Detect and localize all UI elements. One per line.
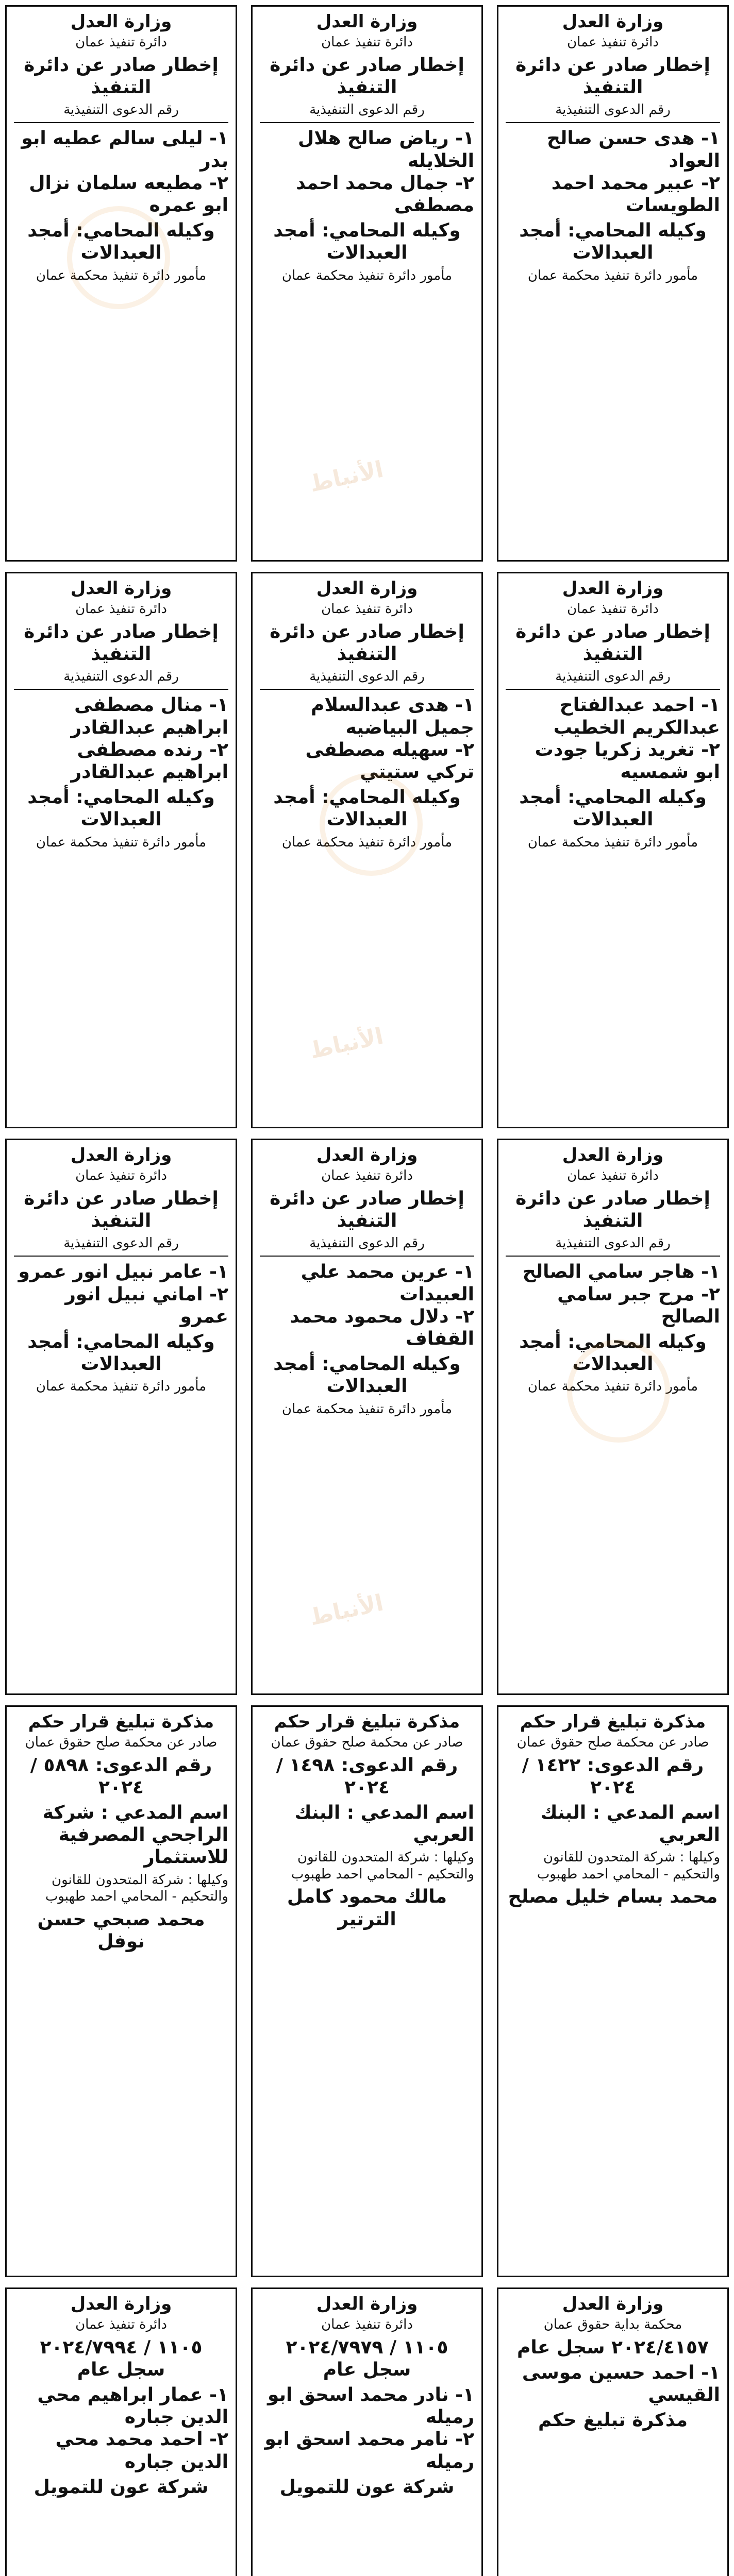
footer: مأمور دائرة تنفيذ محكمة عمان [36, 1379, 207, 1395]
agent: وكيلها : شركة المتحدون للقانون والتحكيم - المحامي احمد طهبوب [45, 1872, 228, 1905]
case-label: رقم الدعوى التنفيذية [555, 1235, 671, 1251]
defendant: محمد صبحي حسن نوفل [37, 1908, 205, 1952]
footer: مأمور دائرة تنفيذ محكمة عمان [36, 267, 207, 283]
footer: مأمور دائرة تنفيذ محكمة عمان [527, 834, 698, 850]
court-notice-3 [5, 1705, 237, 2277]
notice-title: إخطار صادر عن دائرة التنفيذ [24, 1188, 219, 1231]
plaintiff: اسم المدعي : شركة الراجحي المصرفية للاستثمار [42, 1802, 228, 1868]
separator [260, 122, 474, 123]
ministry: وزارة العدل [70, 11, 172, 32]
office: محكمة بداية حقوق عمان [543, 2317, 682, 2333]
footer: مأمور دائرة تنفيذ محكمة عمان [281, 267, 453, 283]
notice-title: إخطار صادر عن دائرة التنفيذ [515, 1188, 710, 1231]
separator [506, 1256, 720, 1257]
notice-title: إخطار صادر عن دائرة التنفيذ [515, 54, 710, 98]
office: دائرة تنفيذ عمان [75, 1168, 167, 1184]
case-label: رقم الدعوى التنفيذية [63, 1235, 179, 1251]
representative: مذكرة تبليغ حكم [538, 2410, 688, 2431]
office: دائرة تنفيذ عمان [321, 1168, 413, 1184]
notice-1 [497, 5, 729, 562]
names: ١- رياض صالح هلال الخلايله ٢- جمال محمد احمد مصطفى [296, 128, 474, 216]
office: دائرة تنفيذ عمان [75, 601, 167, 617]
case-number: ١١٠٥ / ٢٠٢٤/٧٩٧٩ سجل عام [286, 2336, 448, 2380]
separator [260, 689, 474, 690]
notice-2 [251, 5, 483, 562]
office: دائرة تنفيذ عمان [567, 35, 659, 50]
ministry: وزارة العدل [316, 2294, 418, 2314]
notice-3 [5, 5, 237, 562]
case-number: رقم الدعوى: ٥٨٩٨ / ٢٠٢٤ [30, 1754, 212, 1798]
notice-7 [497, 1139, 729, 1695]
defendant: محمد بسام خليل مصلح [508, 1886, 718, 1908]
separator [506, 689, 720, 690]
bottom-notice-1 [497, 2287, 729, 2576]
notice-title: إخطار صادر عن دائرة التنفيذ [515, 621, 710, 665]
notice-title: إخطار صادر عن دائرة التنفيذ [270, 1188, 464, 1231]
case-label: رقم الدعوى التنفيذية [555, 101, 671, 117]
names: ١- هدى عبدالسلام جميل البياضيه ٢- سهيله مصطفى تركي ستيتي [305, 694, 474, 783]
court-notice-2 [251, 1705, 483, 2277]
representative: وكيله المحامي: أمجد العبدالات [273, 787, 461, 831]
representative: وكيله المحامي: أمجد العبدالات [27, 220, 215, 264]
case-number: رقم الدعوى: ١٤٩٨ / ٢٠٢٤ [276, 1754, 458, 1798]
footer: مأمور دائرة تنفيذ محكمة عمان [527, 267, 698, 283]
representative: وكيله المحامي: أمجد العبدالات [519, 220, 707, 264]
representative: وكيله المحامي: أمجد العبدالات [27, 787, 215, 831]
case-number: ٢٠٢٤/٤١٥٧ سجل عام [517, 2336, 709, 2358]
court-name: صادر عن محكمة صلح حقوق عمان [516, 1735, 709, 1751]
names: ١- عرين محمد علي العبيدات ٢- دلال محمود محمد القفاف [290, 1261, 474, 1350]
representative: وكيله المحامي: أمجد العبدالات [519, 787, 707, 831]
court-head: مذكرة تبليغ قرار حكم [274, 1711, 460, 1732]
case-number: رقم الدعوى: ١٤٢٢ / ٢٠٢٤ [522, 1754, 704, 1798]
court-head: مذكرة تبليغ قرار حكم [28, 1711, 214, 1732]
separator [14, 1256, 228, 1257]
notice-4 [497, 572, 729, 1128]
ministry: وزارة العدل [562, 2294, 664, 2314]
case-label: رقم الدعوى التنفيذية [63, 668, 179, 684]
separator [14, 122, 228, 123]
representative: شركة عون للتمويل [279, 2476, 455, 2498]
footer: مأمور دائرة تنفيذ محكمة عمان [281, 834, 453, 850]
notice-title: إخطار صادر عن دائرة التنفيذ [270, 54, 464, 98]
case-label: رقم الدعوى التنفيذية [309, 1235, 425, 1251]
ministry: وزارة العدل [70, 2294, 172, 2314]
names: ١- نادر محمد اسحق ابو رميله ٢- نامر محمد اسحق ابو رميله [264, 2384, 474, 2472]
footer: مأمور دائرة تنفيذ محكمة عمان [281, 1401, 453, 1417]
office: دائرة تنفيذ عمان [321, 2317, 413, 2333]
ministry: وزارة العدل [70, 578, 172, 599]
office: دائرة تنفيذ عمان [321, 35, 413, 50]
court-name: صادر عن محكمة صلح حقوق عمان [25, 1735, 218, 1751]
ministry: وزارة العدل [562, 1145, 664, 1165]
representative: وكيله المحامي: أمجد العبدالات [273, 220, 461, 264]
ministry: وزارة العدل [316, 578, 418, 599]
office: دائرة تنفيذ عمان [75, 2317, 167, 2333]
representative: وكيله المحامي: أمجد العبدالات [519, 1331, 707, 1375]
ministry: وزارة العدل [316, 1145, 418, 1165]
names: ١- هدى حسن صالح العواد ٢- عبير محمد احمد الطويسات [546, 128, 720, 216]
notice-9 [5, 1139, 237, 1695]
representative: وكيله المحامي: أمجد العبدالات [27, 1331, 215, 1375]
court-name: صادر عن محكمة صلح حقوق عمان [271, 1735, 463, 1751]
office: دائرة تنفيذ عمان [75, 35, 167, 50]
plaintiff: اسم المدعي : البنك العربي [294, 1802, 474, 1846]
separator [14, 689, 228, 690]
names: ١- منال مصطفى ابراهيم عبدالقادر ٢- رنده مصطفى ابراهيم عبدالقادر [71, 694, 228, 783]
bottom-notice-3 [5, 2287, 237, 2576]
representative: وكيله المحامي: أمجد العبدالات [273, 1353, 461, 1397]
case-number: ١١٠٥ / ٢٠٢٤/٧٩٩٤ سجل عام [40, 2336, 203, 2380]
names: ١- ليلى سالم عطيه ابو بدر ٢- مطيعه سلمان نزال ابو عمره [21, 128, 228, 216]
ministry: وزارة العدل [70, 1145, 172, 1165]
case-label: رقم الدعوى التنفيذية [63, 101, 179, 117]
names: ١- احمد حسين موسى القيسي [522, 2362, 720, 2405]
notice-title: إخطار صادر عن دائرة التنفيذ [24, 54, 219, 98]
ministry: وزارة العدل [562, 11, 664, 32]
separator [506, 122, 720, 123]
notice-6 [5, 572, 237, 1128]
names: ١- احمد عبدالفتاح عبدالكريم الخطيب ٢- تغريد زكريا جودت ابو شمسيه [535, 694, 720, 783]
case-label: رقم الدعوى التنفيذية [309, 668, 425, 684]
notice-8 [251, 1139, 483, 1695]
footer: مأمور دائرة تنفيذ محكمة عمان [36, 834, 207, 850]
court-head: مذكرة تبليغ قرار حكم [520, 1711, 706, 1732]
office: دائرة تنفيذ عمان [567, 601, 659, 617]
office: دائرة تنفيذ عمان [321, 601, 413, 617]
representative: شركة عون للتمويل [34, 2476, 209, 2498]
agent: وكيلها : شركة المتحدون للقانون والتحكيم - المحامي احمد طهبوب [291, 1850, 474, 1882]
names: ١- عمار ابراهيم محي الدين جباره ٢- احمد محمد محي الدين جباره [37, 2384, 228, 2472]
names: ١- هاجر سامي الصالح ٢- مرح جبر سامي الصالح [522, 1261, 720, 1327]
office: دائرة تنفيذ عمان [567, 1168, 659, 1184]
notice-title: إخطار صادر عن دائرة التنفيذ [270, 621, 464, 665]
plaintiff: اسم المدعي : البنك العربي [540, 1802, 720, 1846]
court-notice-1 [497, 1705, 729, 2277]
agent: وكيلها : شركة المتحدون للقانون والتحكيم - المحامي احمد طهبوب [537, 1850, 720, 1882]
defendant: مالك محمود كامل الترتير [287, 1886, 447, 1930]
notice-title: إخطار صادر عن دائرة التنفيذ [24, 621, 219, 665]
ministry: وزارة العدل [316, 11, 418, 32]
separator [260, 1256, 474, 1257]
bottom-notice-2 [251, 2287, 483, 2576]
case-label: رقم الدعوى التنفيذية [309, 101, 425, 117]
footer: مأمور دائرة تنفيذ محكمة عمان [527, 1379, 698, 1395]
ministry: وزارة العدل [562, 578, 664, 599]
notice-5 [251, 572, 483, 1128]
case-label: رقم الدعوى التنفيذية [555, 668, 671, 684]
names: ١- عامر نبيل انور عمرو ٢- اماني نبيل انور عمرو [18, 1261, 228, 1327]
